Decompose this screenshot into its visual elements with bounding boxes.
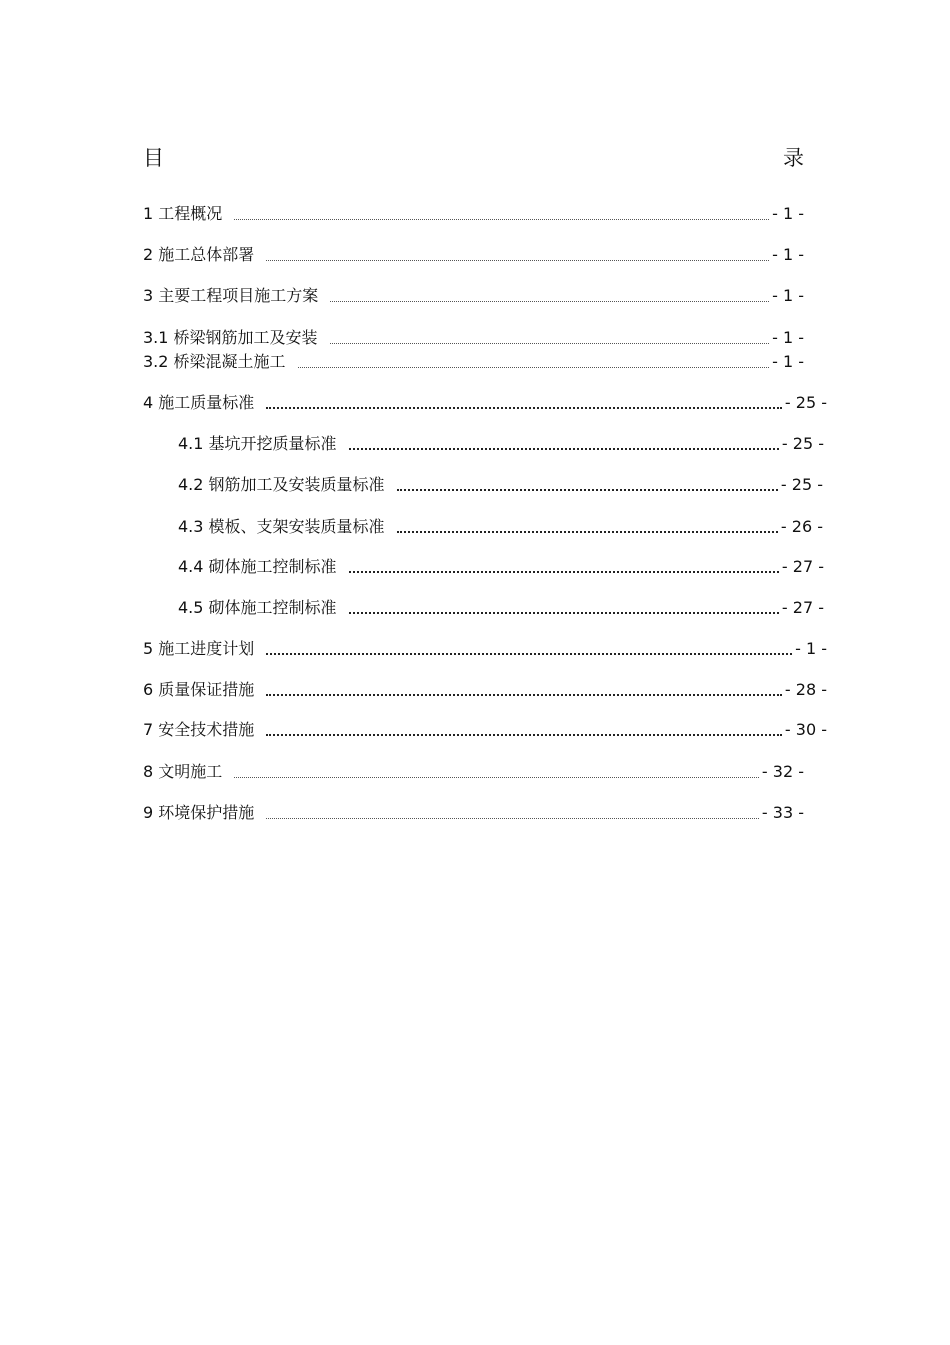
toc-entry-label: 2 施工总体部署 (143, 245, 255, 264)
toc-entry-label: 4.1 基坑开挖质量标准 (178, 434, 337, 453)
toc-entry[interactable] (178, 555, 824, 577)
toc-entry[interactable] (143, 801, 804, 823)
toc-leader (266, 818, 759, 819)
toc-title-right: 录 (783, 146, 804, 170)
toc-entry-page: - 1 - (772, 204, 804, 223)
toc-entry[interactable] (178, 432, 824, 454)
toc-entry[interactable] (143, 678, 827, 700)
toc-entry-label: 3.1 桥梁钢筋加工及安装 (143, 328, 318, 347)
toc-leader (266, 734, 782, 736)
toc-entry-page: - 27 - (781, 557, 824, 576)
toc-entry-page: - 1 - (772, 352, 804, 371)
toc-entry-page: - 27 - (781, 598, 824, 617)
toc-entry-label: 1 工程概况 (143, 204, 223, 223)
toc-entry-page: - 26 - (780, 517, 823, 536)
toc-leader (234, 777, 759, 778)
toc-entry-page: - 1 - (772, 245, 804, 264)
toc-entry-label: 7 安全技术措施 (143, 720, 255, 739)
toc-entry[interactable] (143, 637, 827, 659)
toc-entry-label: 4.5 砌体施工控制标准 (178, 598, 337, 617)
toc-entry-label: 3.2 桥梁混凝土施工 (143, 352, 286, 371)
toc-leader (397, 489, 778, 491)
toc-leader (234, 219, 769, 220)
toc-entry-page: - 25 - (780, 475, 823, 494)
toc-entry-page: - 25 - (781, 434, 824, 453)
toc-leader (330, 301, 769, 302)
toc-entry[interactable] (143, 718, 827, 740)
toc-entry-page: - 32 - (761, 762, 804, 781)
toc-entry[interactable] (143, 243, 804, 265)
toc-leader (330, 343, 770, 344)
toc-entry[interactable] (143, 760, 804, 782)
toc-leader (397, 531, 778, 533)
toc-leader (349, 612, 779, 614)
toc-leader (349, 448, 779, 450)
toc-leader (266, 407, 782, 409)
toc-entry-page: - 1 - (772, 328, 804, 347)
toc-entry-label: 4 施工质量标准 (143, 393, 255, 412)
toc-entry[interactable] (178, 515, 823, 537)
toc-entry-page: - 25 - (784, 393, 827, 412)
toc-leader (266, 260, 769, 261)
toc-entry[interactable] (143, 326, 804, 348)
toc-entry-page: - 28 - (784, 680, 827, 699)
toc-entry[interactable] (143, 202, 804, 224)
toc-entry-page: - 33 - (761, 803, 804, 822)
toc-entry[interactable] (143, 391, 827, 413)
toc-leader (298, 367, 770, 368)
toc-entry-label: 4.2 钢筋加工及安装质量标准 (178, 475, 385, 494)
toc-entry[interactable] (178, 473, 823, 495)
toc-entry-label: 4.3 模板、支架安装质量标准 (178, 517, 385, 536)
toc-entry-label: 9 环境保护措施 (143, 803, 255, 822)
toc-entry[interactable] (143, 284, 804, 306)
toc-leader (266, 653, 792, 655)
toc-entry[interactable] (143, 350, 804, 372)
toc-entry-label: 5 施工进度计划 (143, 639, 255, 658)
toc-entry-label: 6 质量保证措施 (143, 680, 255, 699)
toc-leader (266, 694, 782, 696)
toc-entry-label: 3 主要工程项目施工方案 (143, 286, 319, 305)
toc-leader (349, 571, 779, 573)
toc-entry[interactable] (178, 596, 824, 618)
toc-entry-page: - 30 - (784, 720, 827, 739)
toc-title-left: 目 (143, 146, 164, 170)
toc-entry-page: - 1 - (772, 286, 804, 305)
toc-entry-label: 8 文明施工 (143, 762, 223, 781)
toc-entry-page: - 1 - (795, 639, 827, 658)
toc-entry-label: 4.4 砌体施工控制标准 (178, 557, 337, 576)
